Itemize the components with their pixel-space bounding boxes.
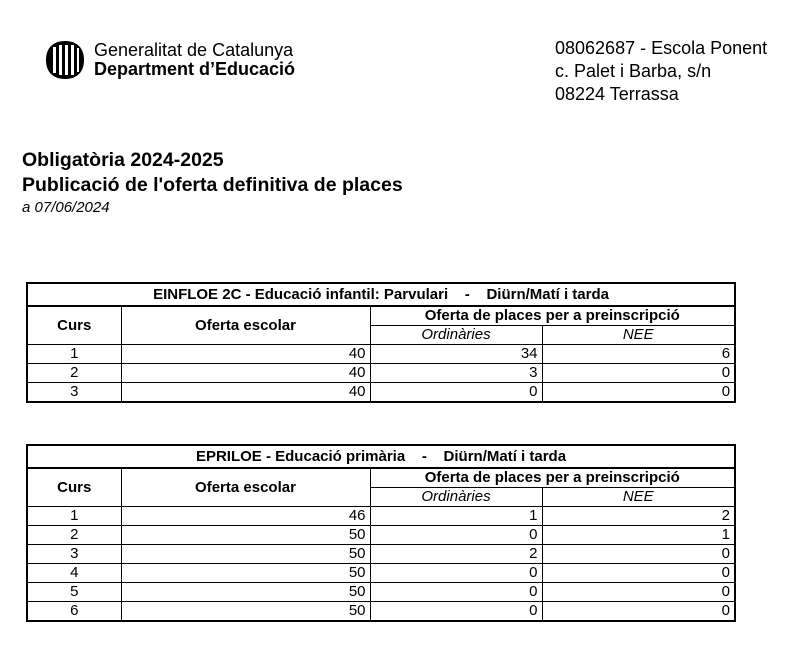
cell-curs: 6 xyxy=(27,602,121,622)
cell-oferta: 50 xyxy=(121,526,370,545)
cell-nee: 0 xyxy=(542,602,735,622)
cell-nee: 2 xyxy=(542,507,735,526)
col-nee-header: NEE xyxy=(542,488,735,507)
page-title: Obligatòria 2024-2025 xyxy=(22,149,224,171)
cell-oferta: 46 xyxy=(121,507,370,526)
school-postal-city: 08224 Terrassa xyxy=(555,84,679,104)
cell-curs: 3 xyxy=(27,383,121,403)
school-code-name: 08062687 - Escola Ponent xyxy=(555,38,768,58)
cell-ordinaries: 0 xyxy=(370,564,542,583)
table-title: EINFLOE 2C - Educació infantil: Parvulari - Diürn/Matí i tarda xyxy=(27,283,735,306)
document-heading xyxy=(22,148,403,218)
cell-oferta: 40 xyxy=(121,364,370,383)
col-places-header: Oferta de places per a preinscripció xyxy=(370,306,735,326)
offer-table-einfloe xyxy=(26,282,736,403)
cell-curs: 5 xyxy=(27,583,121,602)
cell-curs: 3 xyxy=(27,545,121,564)
cell-ordinaries: 0 xyxy=(370,526,542,545)
cell-nee: 0 xyxy=(542,383,735,403)
cell-ordinaries: 0 xyxy=(370,583,542,602)
col-ordinaries-header: Ordinàries xyxy=(370,488,542,507)
cell-curs: 1 xyxy=(27,507,121,526)
col-ordinaries-header: Ordinàries xyxy=(370,326,542,345)
col-oferta-header: Oferta escolar xyxy=(121,468,370,507)
cell-nee: 0 xyxy=(542,564,735,583)
cell-ordinaries: 34 xyxy=(370,345,542,364)
cell-curs: 4 xyxy=(27,564,121,583)
logo-line1: Generalitat de Catalunya xyxy=(94,40,294,60)
cell-curs: 2 xyxy=(27,526,121,545)
cell-ordinaries: 2 xyxy=(370,545,542,564)
cell-nee: 6 xyxy=(542,345,735,364)
cell-curs: 2 xyxy=(27,364,121,383)
table-row xyxy=(27,507,735,526)
generalitat-emblem-icon xyxy=(44,40,86,80)
cell-ordinaries: 0 xyxy=(370,602,542,622)
col-curs-header: Curs xyxy=(27,468,121,507)
cell-oferta: 50 xyxy=(121,564,370,583)
table-row xyxy=(27,583,735,602)
table-row xyxy=(27,383,735,403)
generalitat-logo xyxy=(44,40,295,80)
offer-table-epriloe xyxy=(26,444,736,622)
cell-curs: 1 xyxy=(27,345,121,364)
cell-oferta: 50 xyxy=(121,602,370,622)
cell-nee: 0 xyxy=(542,364,735,383)
cell-nee: 1 xyxy=(542,526,735,545)
cell-oferta: 40 xyxy=(121,383,370,403)
col-places-header: Oferta de places per a preinscripció xyxy=(370,468,735,488)
col-oferta-header: Oferta escolar xyxy=(121,306,370,345)
table-row xyxy=(27,345,735,364)
publication-date: a 07/06/2024 xyxy=(22,199,110,216)
col-curs-header: Curs xyxy=(27,306,121,345)
cell-nee: 0 xyxy=(542,583,735,602)
table-row xyxy=(27,364,735,383)
page-subtitle: Publicació de l'oferta definitiva de places xyxy=(22,174,403,196)
cell-ordinaries: 1 xyxy=(370,507,542,526)
cell-oferta: 40 xyxy=(121,345,370,364)
table-row xyxy=(27,602,735,622)
logo-line2: Department d’Educació xyxy=(94,59,296,79)
col-nee-header: NEE xyxy=(542,326,735,345)
cell-nee: 0 xyxy=(542,545,735,564)
table-row xyxy=(27,545,735,564)
cell-ordinaries: 3 xyxy=(370,364,542,383)
table-title: EPRILOE - Educació primària - Diürn/Matí i tarda xyxy=(27,445,735,468)
school-address xyxy=(555,37,767,106)
cell-oferta: 50 xyxy=(121,583,370,602)
table-row xyxy=(27,564,735,583)
cell-oferta: 50 xyxy=(121,545,370,564)
school-street: c. Palet i Barba, s/n xyxy=(555,61,712,81)
cell-ordinaries: 0 xyxy=(370,383,542,403)
table-row xyxy=(27,526,735,545)
